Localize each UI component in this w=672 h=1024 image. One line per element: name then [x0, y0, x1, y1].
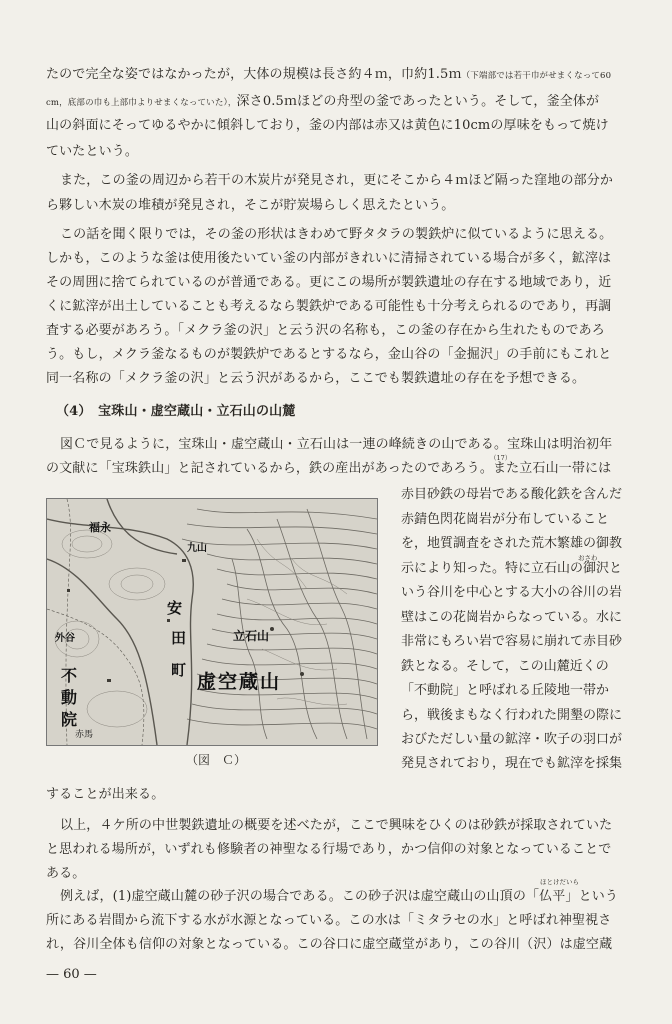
text-line: と思われる場所が，いずれも修験者の神聖なる行場であり，かつ信仰の対象となっていることで	[46, 842, 612, 857]
small-note: （下端部では若干巾がせまくなって60	[461, 71, 612, 81]
map-label-fukunaga: 福永	[89, 521, 111, 534]
text-line: 「不動院」と呼ばれる丘陵地一帯か	[401, 683, 610, 698]
text-line: また，この釜の周辺から若干の木炭片が発見され，更にそこから４ｍほど隔った窪地の部分か	[60, 173, 614, 188]
text-line: 以上，４ケ所の中世製鉄遺址の概要を述べたが，ここで興味をひくのは砂鉄が採取されていた	[60, 818, 613, 833]
text-line: おびただしい量の鉱滓・吹子の羽口が	[401, 732, 623, 747]
map-label-kokuzozan: 虚空蔵山	[197, 671, 282, 693]
text-span: たので完全な姿ではなかったが，大体の規模は長さ約４ｍ，巾約1.5ｍ	[46, 67, 462, 82]
map-label-fudoin-3: 院	[61, 710, 78, 729]
map-label-ta: 田	[171, 629, 187, 647]
text-line: その周囲に捨てられているのが普通である。更にこの場所が製鉄遺址の存在する地域であり，近	[46, 275, 612, 290]
ruby-annotation: おさわ	[578, 554, 598, 562]
text-span: 深さ0.5ｍほどの舟型の釜であったという。そして，釜全体が	[236, 94, 600, 109]
map-label-kuyama: 九山	[187, 543, 207, 554]
text-line: 赤目砂鉄の母岩である酸化鉄を含んだ	[401, 487, 623, 502]
text-line: 発見されており，現在でも鉱滓を採集	[401, 756, 623, 771]
map-label-machi: 町	[171, 661, 187, 679]
page-number: — 60 —	[46, 967, 97, 982]
topographic-map-figure	[46, 498, 378, 746]
text-line: ら夥しい木炭の堆積が発見され，そこが貯炭場らしく思えたという。	[46, 198, 455, 213]
map-label-sotodani: 外谷	[55, 633, 75, 644]
text-line: ら，戦後まもなく行われた開墾の際に	[401, 708, 623, 723]
text-line: この話を聞く限りでは，その釜の形状はきわめて野タタラの製鉄炉に似ているように思える。	[60, 227, 613, 242]
footnote-ref: （17）	[490, 454, 512, 462]
text-line: することが出来る。	[46, 787, 165, 802]
map-label-tateishiyama: 立石山	[233, 629, 270, 643]
text-line: 同一名称の「メクラ釜の沢」と云う沢があるから，ここでも製鉄遺址の存在を予想できる。	[46, 371, 586, 386]
map-label-fudoin-1: 不	[61, 666, 78, 685]
text-line: しかも，このような釜は使用後たいてい釜の内部がきれいに清掃されている場合が多く，鉱滓は	[46, 251, 612, 266]
map-label-akaba: 赤馬	[75, 730, 94, 740]
text-line: 非常にもろい岩で容易に崩れて赤目砂	[401, 634, 623, 649]
map-illustration	[47, 499, 377, 745]
text-line: れ，谷川全体も信仰の対象となっている。この谷口に虚空蔵堂があり，この谷川（沢）は虚空蔵	[46, 937, 613, 952]
map-label-fudoin-2: 動	[61, 688, 78, 707]
text-line	[46, 67, 611, 84]
section-heading: （4） 宝珠山・虚空蔵山・立石山の山麓	[56, 404, 296, 419]
text-line: 鉄となる。そして，この山麓近くの	[401, 659, 609, 674]
text-line: 例えば，(1)虚空蔵山麓の砂子沢の場合である。この砂子沢は虚空蔵山の山頂の「仏平」という	[60, 889, 619, 904]
text-line: 示により知った。特に立石山の御沢と	[401, 561, 623, 576]
text-line: 壁はこの花崗岩からなっている。水に	[401, 610, 623, 625]
text-line: 所にある岩間から流下する水が水源となっている。この水は「ミタラセの水」と呼ばれ神聖視さ	[46, 913, 612, 928]
text-line: ていたという。	[46, 144, 139, 159]
ruby-annotation: ほとけだいら	[540, 878, 579, 886]
figure-caption: （図 Ｃ）	[186, 753, 247, 767]
text-line: 山の斜面にそってゆるやかに傾斜しており，釜の内部は赤又は黄色に10cmの厚味をもって焼け	[46, 118, 609, 133]
text-line: う。もし，メクラ釜なるものが製鉄炉であるとするなら，金山谷の「金掘沢」の手前にもこれと	[46, 347, 612, 362]
small-note: cm，底部の巾も上部巾よりせまくなっていた），	[46, 98, 237, 108]
text-line: 図Ｃで見るように，宝珠山・虚空蔵山・立石山は一連の峰続きの山である。宝珠山は明治初年	[60, 437, 613, 452]
text-line: 査する必要があろう。「メクラ釜の沢」と云う沢の名称も，この釜の存在から生れたものであろ	[46, 323, 605, 338]
text-line: の文献に「宝珠鉄山」と記されているから，鉄の産出があったのであろう。また立石山一帯には	[46, 461, 612, 476]
text-line: を，地質調査をされた荒木繁雄の御教	[401, 536, 623, 551]
text-line	[46, 94, 599, 111]
map-label-yasu: 安	[167, 599, 183, 617]
text-line: くに鉱滓が出土していることも考えるなら製鉄炉である可能性も十分考えられるのであり，再調	[46, 299, 612, 314]
text-line: 赤錆色閃花崗岩が分布していること	[401, 512, 610, 527]
text-line: いう谷川を中心とする大小の谷川の岩	[401, 585, 623, 600]
text-line: ある。	[46, 866, 86, 881]
